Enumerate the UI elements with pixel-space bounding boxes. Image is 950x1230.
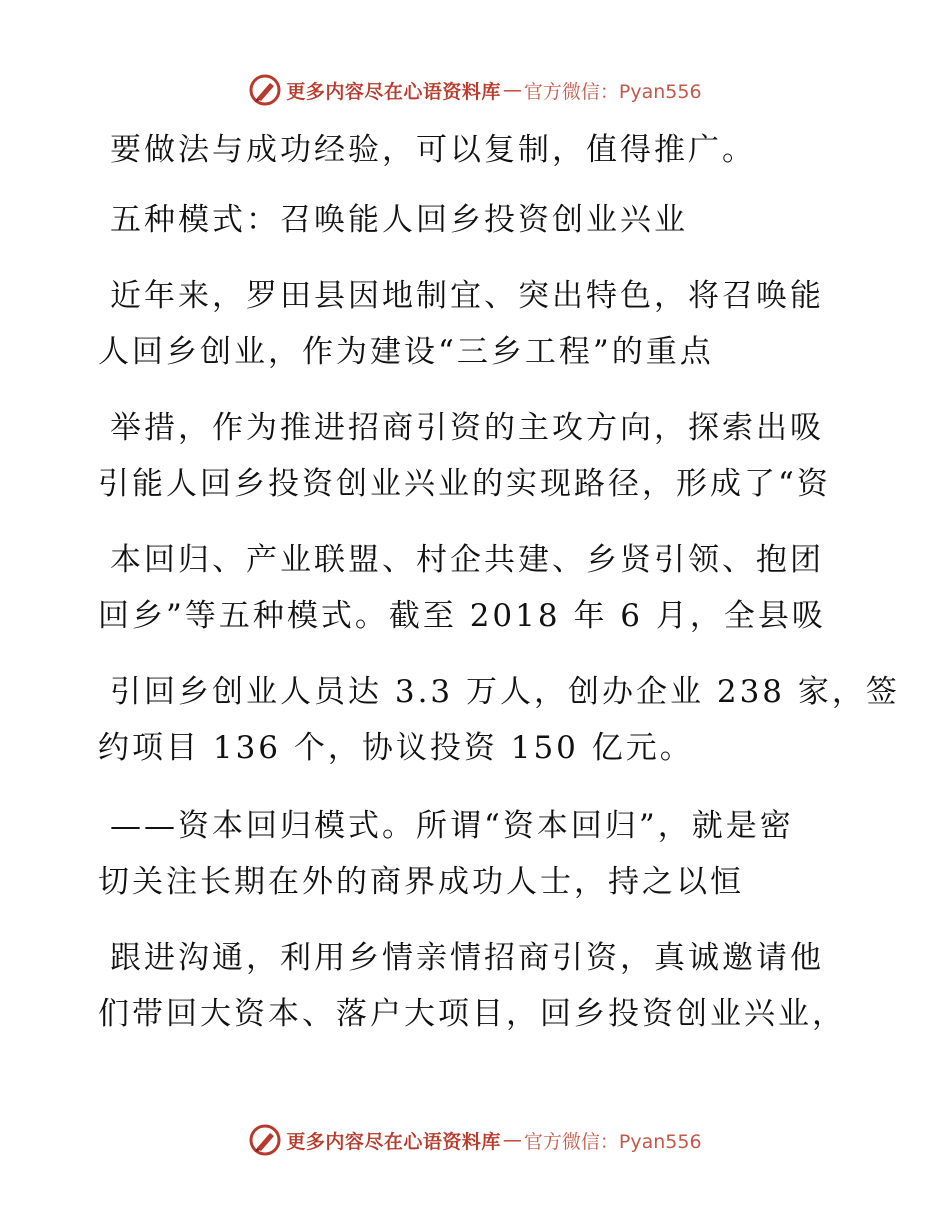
header-separator: — bbox=[502, 79, 522, 101]
body-line: 约项目 136 个，协议投资 150 亿元。 bbox=[98, 730, 694, 766]
body-line: 举措，作为推进招商引资的主攻方向，探索出吸 bbox=[110, 410, 824, 446]
body-line: 本回归、产业联盟、村企共建、乡贤引领、抱团 bbox=[110, 542, 824, 578]
footer-separator: — bbox=[502, 1129, 522, 1151]
footer-site-name: 更多内容尽在心语资料库 bbox=[286, 1130, 501, 1153]
footer-watermark bbox=[0, 1120, 950, 1160]
pen-logo-icon bbox=[248, 73, 282, 107]
body-line: 人回乡创业，作为建设“三乡工程”的重点 bbox=[98, 334, 714, 370]
header-wechat: 官方微信：Pyan556 bbox=[523, 80, 702, 103]
body-line: 引回乡创业人员达 3.3 万人，创办企业 238 家，签 bbox=[110, 674, 900, 710]
body-line: 们带回大资本、落户大项目，回乡投资创业兴业， bbox=[98, 996, 846, 1032]
body-line: ——资本回归模式。所谓“资本回归”，就是密 bbox=[110, 808, 794, 844]
header-site-name: 更多内容尽在心语资料库 bbox=[286, 80, 501, 103]
body-line: 回乡”等五种模式。截至 2018 年 6 月，全县吸 bbox=[98, 598, 826, 634]
body-line: 近年来，罗田县因地制宜、突出特色，将召唤能 bbox=[110, 278, 824, 314]
footer-wechat: 官方微信：Pyan556 bbox=[523, 1130, 702, 1153]
body-line: 切关注长期在外的商界成功人士，持之以恒 bbox=[98, 864, 744, 900]
body-line: 跟进沟通，利用乡情亲情招商引资，真诚邀请他 bbox=[110, 940, 824, 976]
section-heading: 五种模式：召唤能人回乡投资创业兴业 bbox=[110, 202, 688, 238]
pen-logo-icon bbox=[248, 1123, 282, 1157]
header-watermark bbox=[0, 70, 950, 110]
body-line: 要做法与成功经验，可以复制，值得推广。 bbox=[110, 132, 756, 168]
body-line: 引能人回乡投资创业兴业的实现路径，形成了“资 bbox=[98, 466, 831, 502]
